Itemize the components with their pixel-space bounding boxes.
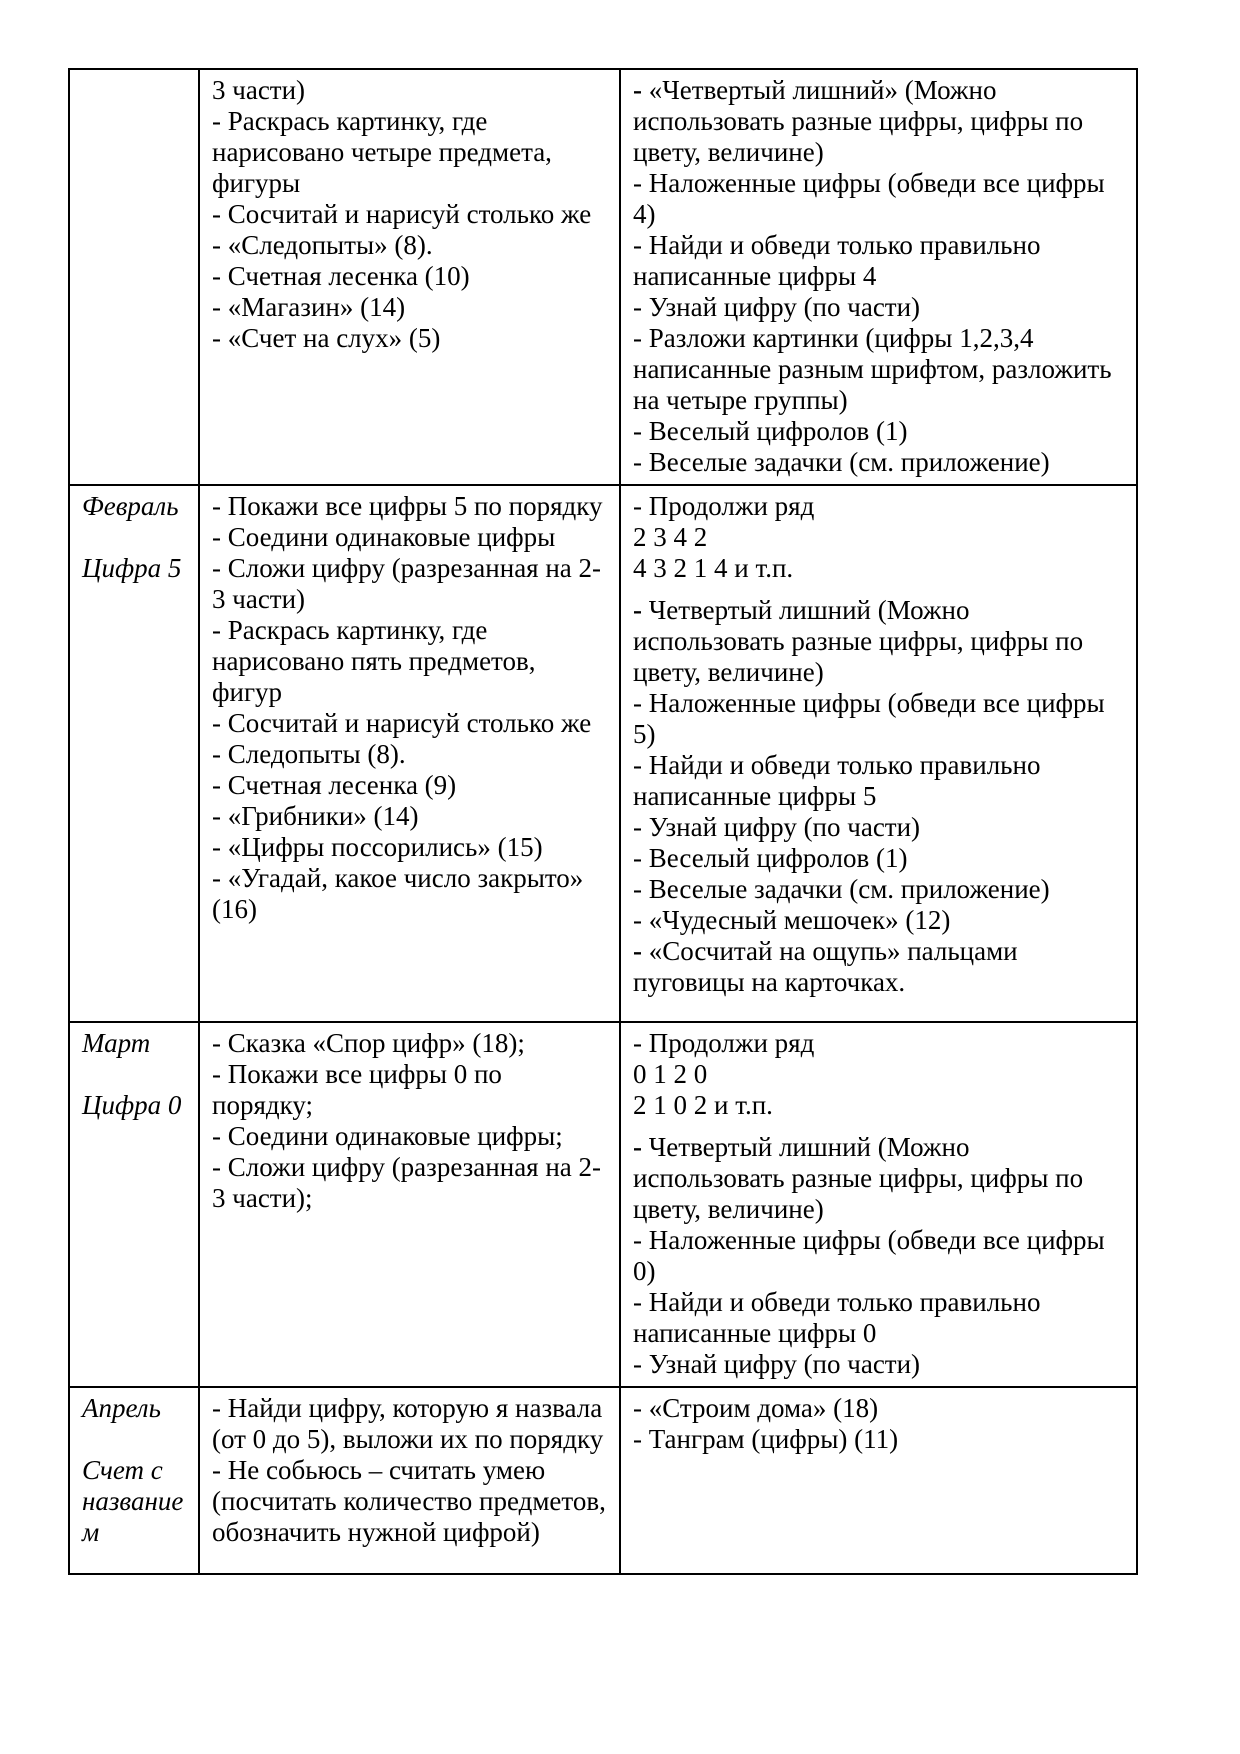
paragraph: Март [82,1028,151,1058]
paragraph: - Сказка «Спор цифр» (18); [212,1028,525,1058]
paragraph: - Следопыты (8). [212,739,406,769]
bold-dash: - [633,75,642,105]
paragraph: - Соедини одинаковые цифры; [212,1121,563,1151]
cell-month [69,69,199,485]
table-row [69,69,1137,485]
paragraph: - Наложенные цифры (обведи все цифры 4) [633,168,1105,229]
cell-activities [199,1022,620,1387]
paragraph: - Сосчитай и нарисуй столько же [212,708,592,738]
paragraph: - «Цифры поссорились» (15) [212,832,543,862]
paragraph: - Продолжи ряд [633,491,815,521]
paragraph: 2 3 4 2 [633,522,708,552]
paragraph: - «Угадай, какое число закрыто» (16) [212,863,584,924]
cell-games [620,1022,1137,1387]
paragraph: - Узнай цифру (по части) [633,1349,921,1379]
paragraph: - Найди и обведи только правильно написанные цифры 4 [633,230,1041,291]
paragraph: 2 1 0 2 и т.п. [633,1090,773,1120]
paragraph [82,1059,188,1090]
bold-dash: - [633,936,642,966]
paragraph: - Соедини одинаковые цифры [212,522,556,552]
paragraph: Февраль [82,491,179,521]
paragraph: - Сложи цифру (разрезанная на 2-3 части) [212,553,602,614]
paragraph: - «Грибники» (14) [212,801,419,831]
cell-games [620,485,1137,1022]
paragraph [82,522,188,553]
paragraph: - Веселый цифролов (1) [633,416,908,446]
cell-month [69,485,199,1022]
paragraph: 0 1 2 0 [633,1059,708,1089]
cell-activities [199,1387,620,1574]
paragraph: - Узнай цифру (по части) [633,812,921,842]
paragraph: - Сосчитай и нарисуй столько же [212,199,592,229]
table-body [69,69,1137,1574]
cell-games [620,1387,1137,1574]
paragraph: - Не собьюсь – считать умею (посчитать количество предметов, обозначить нужной цифрой) [212,1455,606,1547]
paragraph [82,1424,188,1455]
paragraph: - Танграм (цифры) (11) [633,1424,899,1454]
cell-activities [199,69,620,485]
paragraph: - Найди цифру, которую я назвала (от 0 до 5), выложи их по порядку [212,1393,604,1454]
paragraph: - Раскрась картинку, где нарисовано пять предметов, фигур [212,615,536,707]
paragraph: - «Счет на слух» (5) [212,323,441,353]
cell-activities [199,485,620,1022]
paragraph: - «Сосчитай на ощупь» пальцами пуговицы на карточках. [633,936,1018,997]
cell-month [69,1387,199,1574]
paragraph: - «Чудесный мешочек» (12) [633,905,951,935]
paragraph: - Продолжи ряд [633,1028,815,1058]
paragraph: - Четвертый лишний (Можно использовать разные цифры, цифры по цвету, величине) [633,1132,1084,1224]
paragraph: - Сложи цифру (разрезанная на 2-3 части); [212,1152,602,1213]
paragraph: - Счетная лесенка (9) [212,770,457,800]
paragraph: 3 части) [212,75,306,105]
bold-dash: - [633,1132,642,1162]
paragraph: - «Строим дома» (18) [633,1393,879,1423]
paragraph: - Наложенные цифры (обведи все цифры 5) [633,688,1105,749]
paragraph: - Счетная лесенка (10) [212,261,470,291]
cell-games [620,69,1137,485]
cell-month [69,1022,199,1387]
paragraph: - Найди и обведи только правильно написанные цифры 5 [633,750,1041,811]
paragraph: - Разложи картинки (цифры 1,2,3,4 написанные разным шрифтом, разложить на четыре группы) [633,323,1112,415]
paragraph: - Раскрась картинку, где нарисовано четыре предмета, фигуры [212,106,552,198]
table-row [69,1022,1137,1387]
bold-dash: - [633,595,642,625]
paragraph: - Покажи все цифры 5 по порядку [212,491,603,521]
paragraph: - Веселые задачки (см. приложение) [633,447,1050,477]
paragraph: - Узнай цифру (по части) [633,292,921,322]
table-row [69,1387,1137,1574]
paragraph: - «Четвертый лишний» (Можно использовать разные цифры, цифры по цвету, величине) [633,75,1084,167]
paragraph: - «Магазин» (14) [212,292,406,322]
paragraph: Счет с названием [82,1455,184,1547]
paragraph: Цифра 5 [82,553,182,583]
monthly-plan-table [68,68,1138,1575]
paragraph: Апрель [82,1393,161,1423]
paragraph: - «Следопыты» (8). [212,230,433,260]
paragraph: 4 3 2 1 4 и т.п. [633,553,794,583]
paragraph: - Найди и обведи только правильно написанные цифры 0 [633,1287,1041,1348]
paragraph: - Веселый цифролов (1) [633,843,908,873]
paragraph: Цифра 0 [82,1090,182,1120]
table-row [69,485,1137,1022]
paragraph: - Наложенные цифры (обведи все цифры 0) [633,1225,1105,1286]
paragraph: - Покажи все цифры 0 по порядку; [212,1059,502,1120]
paragraph: - Четвертый лишний (Можно использовать разные цифры, цифры по цвету, величине) [633,595,1084,687]
paragraph: - Веселые задачки (см. приложение) [633,874,1050,904]
